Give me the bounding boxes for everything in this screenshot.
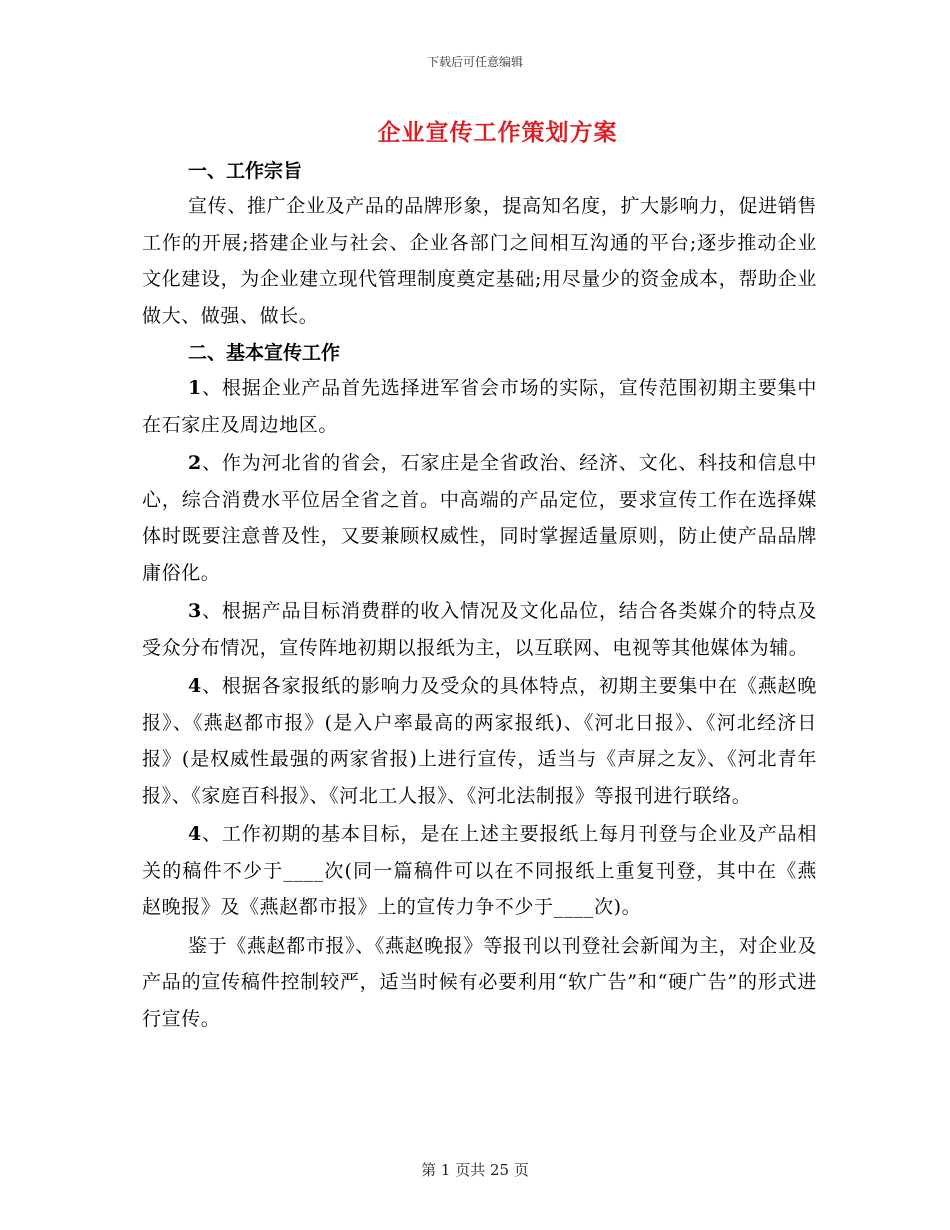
item-number: 4 — [188, 675, 202, 697]
page-header-note: 下载后可任意编辑 — [426, 55, 523, 69]
paragraph-closing: 鉴于《燕赵都市报》、《燕赵晚报》等报刊以刊登社会新闻为主，对企业及产品的宣传稿件控制较严，适当时候有必要利用“软广告”和“硬广告”的形式进行宣传。 — [142, 934, 817, 1030]
page-footer-number: 第 1 页共 25 页 — [421, 1161, 529, 1179]
list-item — [142, 593, 817, 666]
item-text: 、作为河北省的省会，石家庄是全省政治、经济、文化、科技和信息中心，综合消费水平位居全省之首。中高端的产品定位，要求宣传工作在选择媒体时既要注意普及性，又要兼顾权威性，同时掌握适量原则，防止使产品品牌庸俗化。 — [142, 452, 817, 584]
list-item — [142, 370, 817, 443]
item-number: 1 — [188, 377, 202, 399]
section-heading-basic-work: 二、基本宣传工作 — [188, 342, 341, 364]
paragraph-purpose: 宣传、推广企业及产品的品牌形象，提高知名度，扩大影响力，促进销售工作的开展;搭建企业与社会、企业各部门之间相互沟通的平台;逐步推动企业文化建设，为企业建立现代管理制度奠定基础;用尽量少的资金成本，帮助企业做大、做强、做长。 — [142, 195, 817, 327]
item-number: 3 — [188, 600, 202, 622]
item-text: 、工作初期的基本目标，是在上述主要报纸上每月刊登与企业及产品相关的稿件不少于____次(同一篇稿件可以在不同报纸上重复刊登，其中在《燕赵晚报》及《燕赵都市报》上的宣传力争不少于____次)。 — [142, 823, 817, 918]
item-text: 、根据产品目标消费群的收入情况及文化品位，结合各类媒介的特点及受众分布情况，宣传阵地初期以报纸为主，以互联网、电视等其他媒体为辅。 — [142, 600, 817, 659]
item-text: 、根据各家报纸的影响力及受众的具体特点，初期主要集中在《燕赵晚报》、《燕赵都市报》(是入户率最高的两家报纸)、《河北日报》、《河北经济日报》(是权威性最强的两家省报)上进行宣传，适当与《声屏之友》、《河北青年报》、《家庭百科报》、《河北工人报》、《河北法制报》等报刊进行联络。 — [142, 675, 817, 807]
item-text: 、根据企业产品首先选择进军省会市场的实际，宣传范围初期主要集中在石家庄及周边地区。 — [142, 377, 817, 436]
document-title: 企业宣传工作策划方案 — [377, 119, 618, 146]
section-heading-purpose: 一、工作宗旨 — [188, 160, 303, 182]
list-item — [142, 816, 817, 926]
item-number: 2 — [188, 452, 202, 474]
list-item — [142, 668, 817, 814]
document-body — [142, 152, 817, 1039]
item-number: 4 — [188, 823, 202, 845]
list-item — [142, 445, 817, 591]
